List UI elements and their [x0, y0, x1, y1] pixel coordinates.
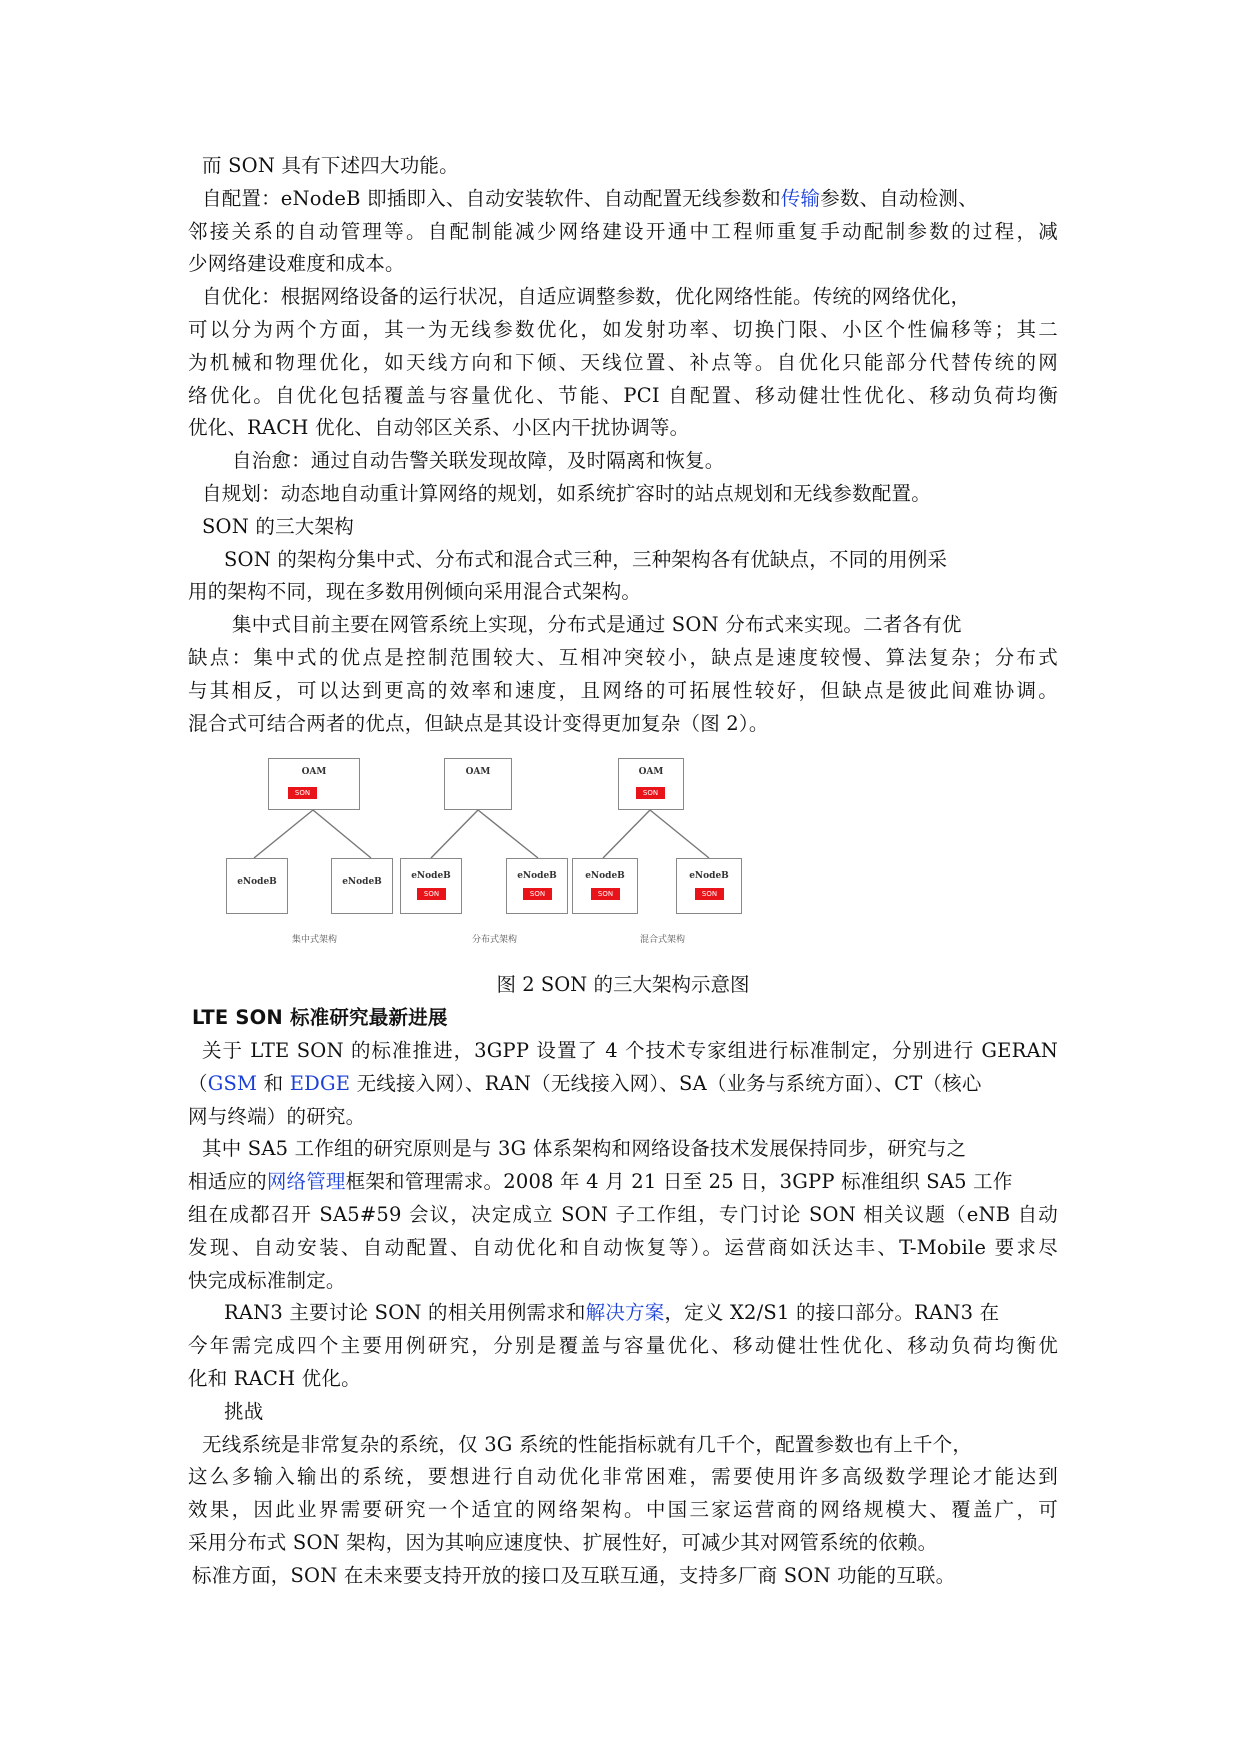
oam-box-hybrid: OAM SON [618, 758, 684, 810]
paragraph-challenges-line4: 采用分布式 SON 架构，因为其响应速度快、扩展性好，可减少其对网管系统的依赖。 [188, 1530, 938, 1554]
label-distributed: 分布式架构 [472, 935, 518, 946]
son-tag: SON [417, 888, 446, 900]
paragraph-intro: 而 SON 具有下述四大功能。 [202, 154, 459, 177]
paragraph-self-config-line1: 自配置：eNodeB 即插即入、自动安装软件、自动配置无线参数和传输参数、自动检测、 [202, 186, 978, 210]
son-tag: SON [523, 888, 552, 900]
section-title-challenges: 挑战 [224, 1399, 264, 1423]
label-centralized: 集中式架构 [292, 935, 338, 946]
document-body [188, 150, 1058, 1592]
oam-box-centralized: OAM SON [268, 758, 360, 810]
paragraph-self-config-line2: 邻接关系的自动管理等。自配制能减少网络建设开通中工程师重复手动配制参数的过程，减 [188, 219, 1058, 243]
paragraph-sa5-line3: 组在成都召开 SA5#59 会议，决定成立 SON 子工作组，专门讨论 SON 相关议题（eNB 自动 [188, 1202, 1058, 1226]
enodeb-box: eNodeB SON [676, 858, 742, 914]
paragraph-challenges-line2: 这么多输入输出的系统，要想进行自动优化非常困难，需要使用许多高级数学理论才能达到 [188, 1465, 1058, 1489]
label-hybrid: 混合式架构 [640, 935, 686, 946]
paragraph-compare-line1: 集中式目前主要在网管系统上实现，分布式是通过 SON 分布式来实现。二者各有优 [232, 613, 962, 637]
paragraph-ran3-line2: 今年需完成四个主要用例研究，分别是覆盖与容量优化、移动健壮性优化、移动负荷均衡优 [188, 1334, 1058, 1358]
paragraph-sa5-line1: 其中 SA5 工作组的研究原则是与 3G 体系架构和网络设备技术发展保持同步，研究与之 [202, 1137, 967, 1161]
enodeb-box: eNodeB SON [506, 858, 568, 914]
paragraph-self-opt-line5: 优化、RACH 优化、自动邻区关系、小区内干扰协调等。 [188, 416, 690, 440]
paragraph-compare-line4: 混合式可结合两者的优点，但缺点是其设计变得更加复杂（图 2）。 [188, 711, 769, 735]
paragraph-standards: 标准方面，SON 在未来要支持开放的接口及互联互通，支持多厂商 SON 功能的互联。 [192, 1563, 956, 1587]
section-title-architectures: SON 的三大架构 [202, 514, 354, 538]
paragraph-ran3-line3: 化和 RACH 优化。 [188, 1366, 361, 1390]
link-solution[interactable]: 解决方案 [585, 1301, 665, 1325]
link-transmission[interactable]: 传输 [780, 186, 821, 210]
paragraph-sa5-line4: 发现、自动安装、自动配置、自动优化和自动恢复等）。运营商如沃达丰、T-Mobile 要求尽 [188, 1235, 1058, 1259]
paragraph-compare-line2: 缺点：集中式的优点是控制范围较大、互相冲突较小，缺点是速度较慢、算法复杂；分布式 [188, 645, 1058, 669]
paragraph-self-opt-line2: 可以分为两个方面，其一为无线参数优化，如发射功率、切换门限、小区个性偏移等；其二 [188, 317, 1058, 341]
paragraph-sa5-line5: 快完成标准制定。 [188, 1268, 346, 1292]
paragraph-self-opt-line1: 自优化：根据网络设备的运行状况，自适应调整参数，优化网络性能。传统的网络优化， [202, 285, 971, 309]
figure-caption: 图 2 SON 的三大架构示意图 [496, 973, 750, 997]
paragraph-3gpp-line2: （GSM 和 EDGE 无线接入网）、RAN（无线接入网）、SA（业务与系统方面）、CT（核心 [188, 1071, 982, 1095]
paragraph-self-opt-line3: 为机械和物理优化，如天线方向和下倾、天线位置、补点等。自优化只能部分代替传统的网 [188, 350, 1058, 374]
son-tag: SON [288, 787, 317, 799]
section-heading-lte-son: LTE SON 标准研究最新进展 [192, 1006, 448, 1030]
paragraph-challenges-line1: 无线系统是非常复杂的系统，仅 3G 系统的性能指标就有几千个，配置参数也有上千个， [202, 1432, 973, 1456]
enodeb-box: eNodeB [331, 858, 393, 914]
son-tag: SON [636, 787, 665, 799]
enodeb-box: eNodeB SON [572, 858, 638, 914]
link-gsm[interactable]: GSM [207, 1071, 258, 1095]
son-tag: SON [695, 888, 724, 900]
link-edge[interactable]: EDGE [289, 1071, 351, 1095]
oam-box-distributed: OAM [444, 758, 512, 810]
paragraph-self-heal: 自治愈：通过自动告警关联发现故障，及时隔离和恢复。 [232, 449, 725, 473]
paragraph-challenges-line3: 效果，因此业界需要研究一个适宜的网络架构。中国三家运营商的网络规模大、覆盖广，可 [188, 1498, 1058, 1522]
link-network-management[interactable]: 网络管理 [266, 1170, 346, 1194]
enodeb-box: eNodeB [226, 858, 288, 914]
paragraph-compare-line3: 与其相反，可以达到更高的效率和速度，且网络的可拓展性较好，但缺点是彼此间难协调。 [188, 678, 1058, 702]
paragraph-3gpp-line3: 网与终端）的研究。 [188, 1104, 366, 1128]
son-architecture-figure [188, 744, 1058, 969]
paragraph-arch-line2: 用的架构不同，现在多数用例倾向采用混合式架构。 [188, 580, 642, 604]
paragraph-self-opt-line4: 络优化。自优化包括覆盖与容量优化、节能、PCI 自配置、移动健壮性优化、移动负荷均衡 [188, 383, 1058, 407]
paragraph-sa5-line2: 相适应的网络管理框架和管理需求。2008 年 4 月 21 日至 25 日，3GPP 标准组织 SA5 工作 [188, 1170, 1013, 1194]
paragraph-self-plan: 自规划：动态地自动重计算网络的规划，如系统扩容时的站点规划和无线参数配置。 [202, 481, 931, 505]
enodeb-box: eNodeB SON [400, 858, 462, 914]
paragraph-ran3-line1: RAN3 主要讨论 SON 的相关用例需求和解决方案，定义 X2/S1 的接口部分。RAN3 在 [224, 1301, 1000, 1325]
paragraph-arch-line1: SON 的架构分集中式、分布式和混合式三种，三种架构各有优缺点，不同的用例采 [224, 547, 948, 571]
paragraph-self-config-line3: 少网络建设难度和成本。 [188, 252, 405, 276]
paragraph-3gpp-line1: 关于 LTE SON 的标准推进，3GPP 设置了 4 个技术专家组进行标准制定，分别进行 GERAN [202, 1038, 1058, 1062]
son-tag: SON [591, 888, 620, 900]
